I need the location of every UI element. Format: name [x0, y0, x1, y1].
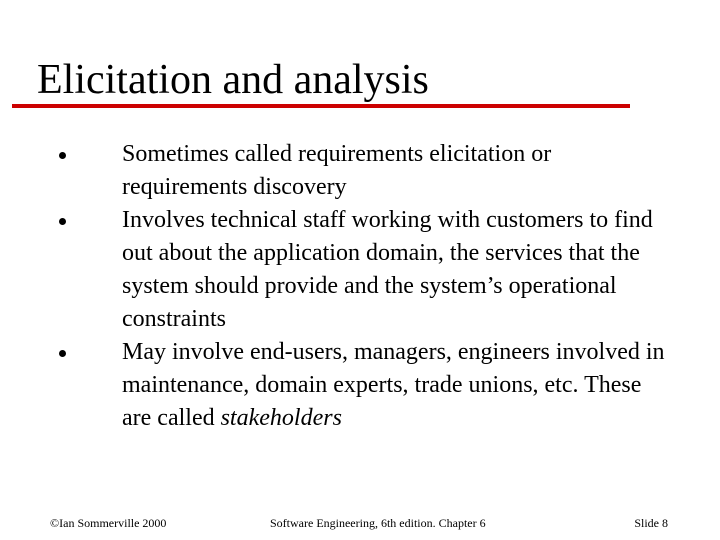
bullet-dot-icon — [59, 350, 66, 357]
slide-title: Elicitation and analysis — [37, 57, 429, 103]
bullet-item — [0, 336, 667, 435]
bullet-text: May involve end-users, managers, engineers involved in maintenance, domain experts, trade unions, etc. These are called — [122, 339, 665, 431]
bullet-emphasis: stakeholders — [220, 405, 342, 431]
footer-copyright: ©Ian Sommerville 2000 — [50, 516, 167, 530]
footer-book-title: Software Engineering, 6th edition. Chapter 6 — [270, 516, 486, 530]
bullet-text: Sometimes called requirements elicitation or requirements discovery — [122, 141, 552, 200]
title-underline — [12, 104, 630, 108]
bullet-list — [0, 138, 720, 435]
bullet-item — [0, 204, 667, 336]
bullet-dot-icon — [59, 152, 66, 159]
bullet-item — [0, 138, 667, 204]
bullet-text: Involves technical staff working with customers to find out about the application domain, the services that the system should provide and the system’s operational constraints — [122, 207, 653, 332]
footer-slide-number: Slide 8 — [634, 516, 668, 530]
bullet-dot-icon — [59, 218, 66, 225]
